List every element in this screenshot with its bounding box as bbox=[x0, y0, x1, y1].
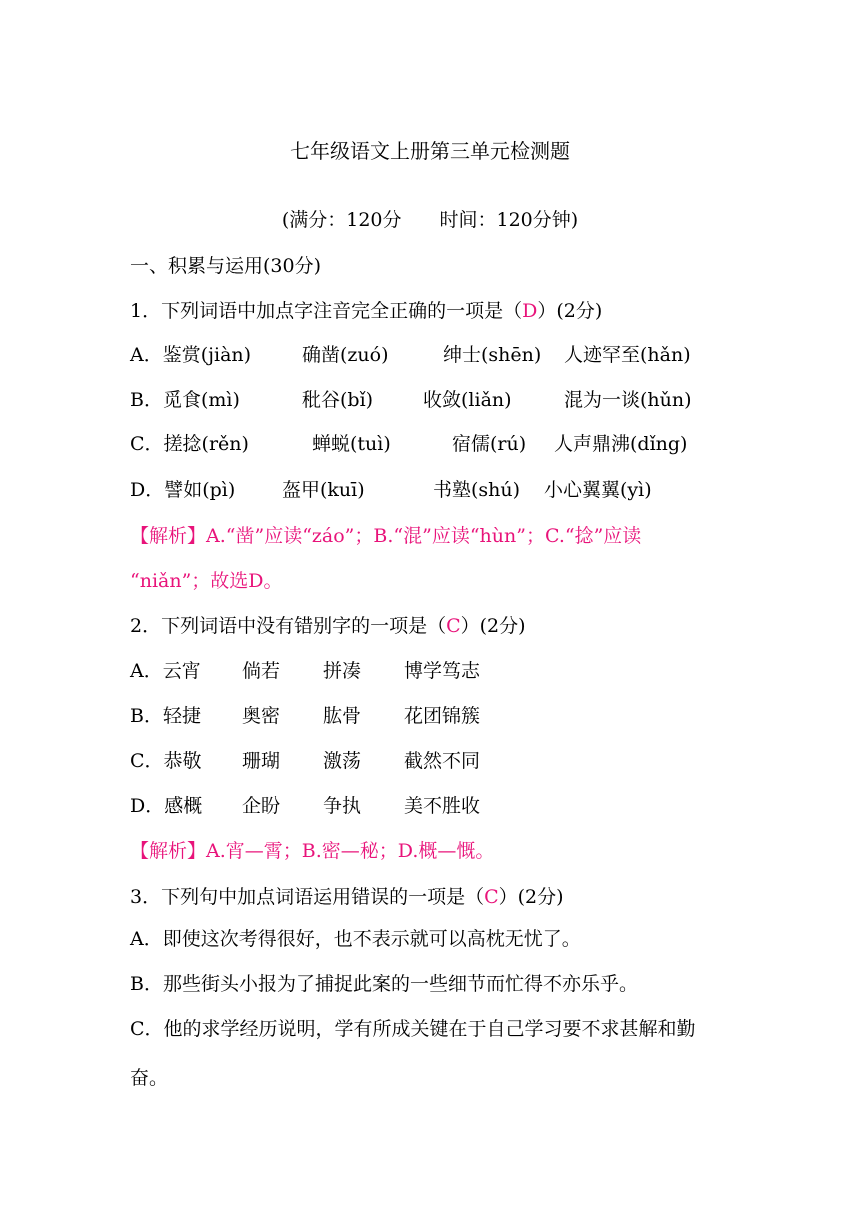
exam-info: (满分：120分 时间：120分钟) bbox=[281, 209, 579, 231]
question-3-stem: 3．下列句中加点词语运用错误的一项是（C）(2分) bbox=[130, 886, 564, 908]
question-2-stem: 2．下列词语中没有错别字的一项是（C）(2分) bbox=[130, 615, 526, 637]
question-2-answer: C bbox=[446, 615, 461, 637]
document-page: 七年级语文上册第三单元检测题 (满分：120分 时间：120分钟) 一、积累与运用(30分) 1．下列词语中加点字注音完全正确的一项是（D）(2分) A．鉴赏(jiàn) 确凿(zuó) 绅士(shēn) 人迹罕至(hǎn) B．觅食(mì) 秕谷(bǐ) 收敛(liǎn) 混为一谈(hǔn) C．搓捻(rěn) 蝉蜕(tuì) 宿儒(rú) 人声鼎沸(dǐng) D．譬如(pì) 盔甲(kuī) 书塾(shú) 小心翼翼(yì) 【解析】A.“凿”应读“záo”；B.“混”应读“hùn”；C.“捻”应读 “niǎn”；故选D。 2．下列词语中没有错别字的一项是（C）(2分) A．云宵 倘若 拼凑 博学笃志 B．轻捷 奥密 肱骨 花团锦簇 C．恭敬 珊瑚 激荡 截然不同 D．感概 企盼 争执 美不胜收 【解析】A.宵—霄；B.密—秘；D.概—慨。 3．下列句中加点词语运用错误的一项是（C）(2分) A．即使这次考得很好，也不表示就可以高枕无忧了。 B．那些街头小报为了捕捉此案的一些细节而忙得不亦乐乎。 C．他的求学经历说明，学有所成关键在于自己学习要不求甚解和勤 奋。 bbox=[0, 0, 860, 1216]
q3-option-c-line1: C．他的求学经历说明，学有所成关键在于自己学习要不求甚解和勤 bbox=[130, 1018, 696, 1040]
q1-analysis-line2: “niǎn”；故选D。 bbox=[130, 570, 283, 592]
q2-analysis: 【解析】A.宵—霄；B.密—秘；D.概—慨。 bbox=[130, 840, 495, 862]
q1-analysis-line1: 【解析】A.“凿”应读“záo”；B.“混”应读“hùn”；C.“捻”应读 bbox=[130, 525, 642, 547]
question-3-answer: C bbox=[484, 886, 499, 908]
q3-option-a: A．即使这次考得很好，也不表示就可以高枕无忧了。 bbox=[130, 928, 581, 950]
page-title: 七年级语文上册第三单元检测题 bbox=[290, 139, 570, 163]
q3-option-c-line2: 奋。 bbox=[130, 1067, 169, 1089]
question-1-stem: 1．下列词语中加点字注音完全正确的一项是（D）(2分) bbox=[130, 300, 603, 322]
q3-option-b: B．那些街头小报为了捕捉此案的一些细节而忙得不亦乐乎。 bbox=[130, 973, 638, 995]
section-heading: 一、积累与运用(30分) bbox=[130, 255, 322, 277]
question-1-answer: D bbox=[522, 300, 538, 322]
